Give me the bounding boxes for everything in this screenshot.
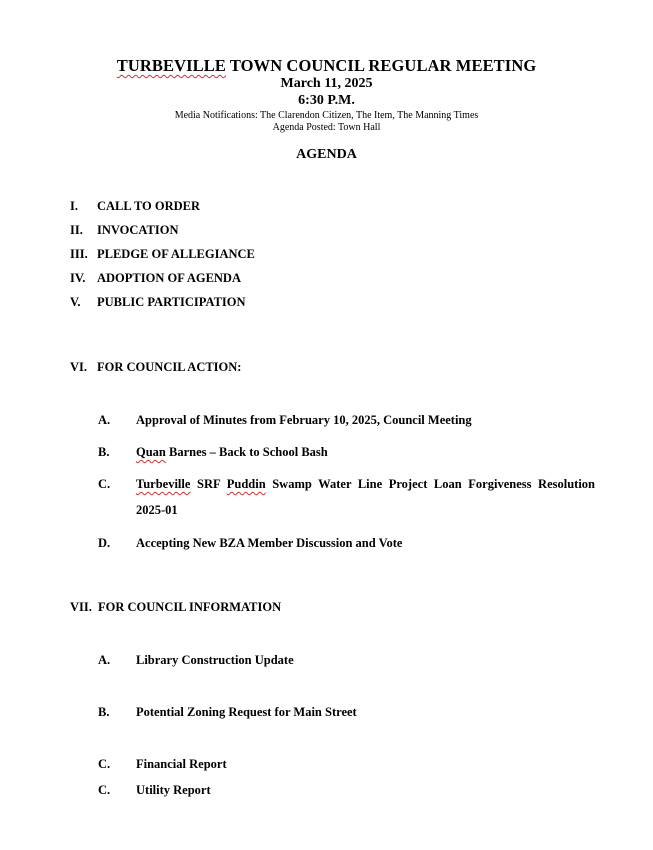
sub-item-letter: C. xyxy=(98,783,111,797)
media-notifications: Media Notifications: The Clarendon Citizen, The Item, The Manning Times xyxy=(174,110,479,121)
sub-item-letter: C. xyxy=(98,757,111,771)
item-label: PUBLIC PARTICIPATION xyxy=(97,295,246,309)
sub-item-text: Financial Report xyxy=(136,757,227,771)
sub-item-letter: B. xyxy=(98,705,110,719)
item-number: IV. xyxy=(70,271,86,285)
item-label: ADOPTION OF AGENDA xyxy=(97,271,241,285)
sub-item-text: Approval of Minutes from February 10, 2025, Council Meeting xyxy=(136,413,472,427)
item-label: FOR COUNCIL ACTION: xyxy=(97,360,242,374)
sub-item-text: Library Construction Update xyxy=(136,653,294,667)
meeting-date: March 11, 2025 xyxy=(280,76,373,91)
sub-item-letter: A. xyxy=(98,653,111,667)
title-town-name: TURBEVILLE xyxy=(116,56,226,75)
sub-item-text: Utility Report xyxy=(136,783,211,797)
spell-word-puddin: Puddin xyxy=(226,477,266,491)
sub-item-text: Potential Zoning Request for Main Street xyxy=(136,705,357,719)
item-number: VII. xyxy=(70,600,92,614)
item-label: INVOCATION xyxy=(97,223,179,237)
agenda-heading: AGENDA xyxy=(296,147,357,162)
sub-item-text xyxy=(136,445,328,460)
sub-item-text-line2: 2025-01 xyxy=(136,503,178,517)
sub-item-letter: C. xyxy=(98,477,111,491)
spell-word-turbeville: Turbeville xyxy=(136,477,191,491)
sub-item-letter: A. xyxy=(98,413,111,427)
sub-item-text-line1 xyxy=(136,477,595,492)
item-number: VI. xyxy=(70,360,88,374)
text-segment: Swamp Water Line Project Loan Forgiveness Resolution xyxy=(265,477,596,491)
item-number: II. xyxy=(70,223,83,237)
item-number: III. xyxy=(70,247,88,261)
sub-item-letter: D. xyxy=(98,536,111,550)
agenda-posted: Agenda Posted: Town Hall xyxy=(272,122,381,133)
sub-item-text-name: Quan xyxy=(136,445,166,459)
sub-item-letter: B. xyxy=(98,445,110,459)
item-number: I. xyxy=(70,199,78,213)
item-label: PLEDGE OF ALLEGIANCE xyxy=(97,247,255,261)
sub-item-text-rest: Barnes – Back to School Bash xyxy=(165,445,328,459)
item-label: CALL TO ORDER xyxy=(97,199,201,213)
meeting-title xyxy=(0,56,653,76)
sub-item-text: Accepting New BZA Member Discussion and Vote xyxy=(136,536,403,550)
item-label: FOR COUNCIL INFORMATION xyxy=(98,600,282,614)
item-number: V. xyxy=(70,295,81,309)
meeting-time: 6:30 P.M. xyxy=(298,93,355,108)
title-rest: TOWN COUNCIL REGULAR MEETING xyxy=(225,56,537,75)
text-segment: SRF xyxy=(190,477,227,491)
